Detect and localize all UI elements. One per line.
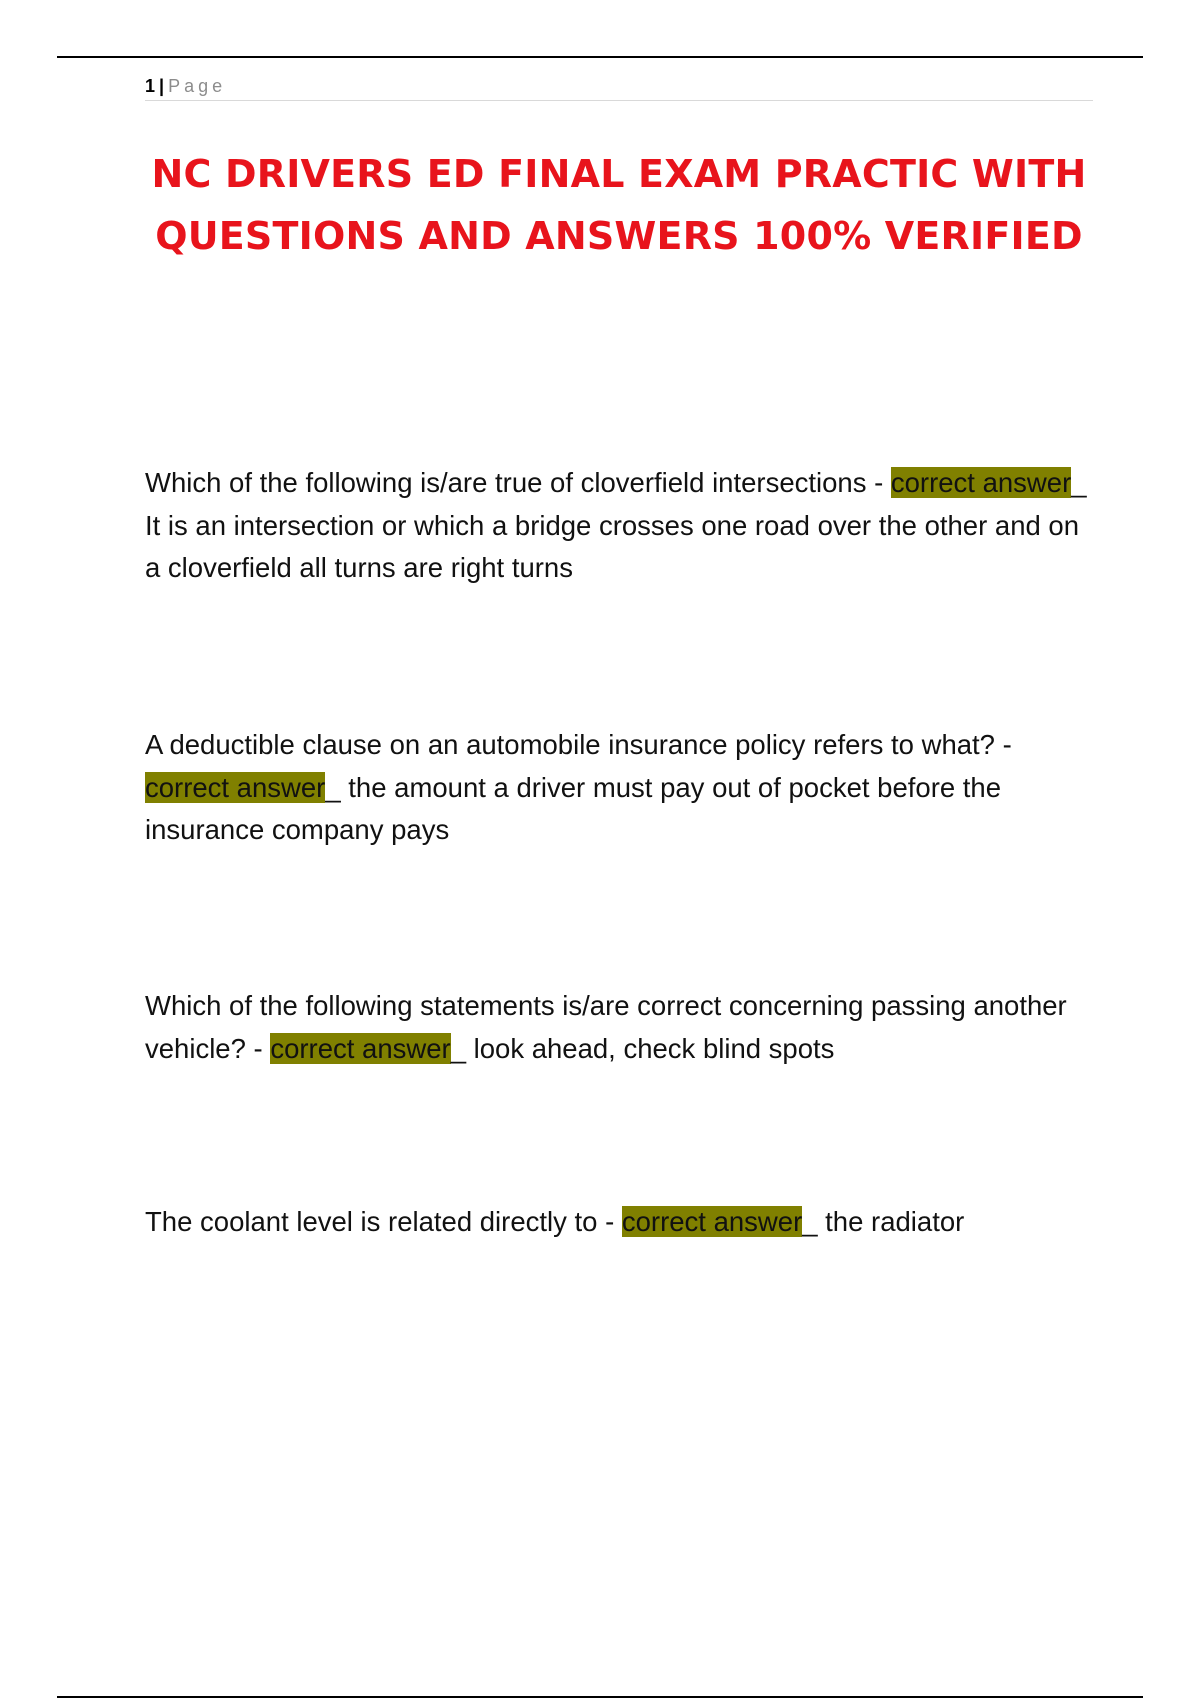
answer-text: _ the amount a driver must pay out of pocket before the insurance company pays [145,771,1002,845]
page-word: Page [168,76,227,96]
answer-text: _ It is an intersection or which a bridge crosses one road over the other and on a cloverfield all turns are right turns [145,467,1087,583]
document-title: NC DRIVERS ED FINAL EXAM PRACTIC WITH QUESTIONS AND ANSWERS 100% VERIFIED [151,152,1087,258]
answer-label-highlight: correct answer [270,1032,451,1064]
qa-item-3 [145,985,1093,1070]
page-header [145,74,1093,101]
qa-item-1 [145,462,1093,590]
bottom-border-line [57,1696,1143,1698]
qa-item-4 [145,1201,1093,1244]
qa-item-2 [145,724,1093,852]
answer-label-highlight: correct answer [621,1206,803,1237]
question-text: Which of the following statements is/are correct concerning passing another vehicle? - [145,990,1067,1064]
page-separator: | [159,76,165,96]
page-number: 1 [145,76,156,96]
question-text: The coolant level is related directly to - [145,1206,622,1237]
answer-label-highlight: correct answer [145,771,326,803]
answer-text: _ look ahead, check blind spots [450,1032,835,1064]
answer-text: _ the radiator [802,1206,965,1237]
question-text: A deductible clause on an automobile insurance policy refers to what? - [145,729,1012,760]
top-border-line [57,56,1143,58]
answer-label-highlight: correct answer [890,467,1072,498]
question-text: Which of the following is/are true of cloverfield intersections - [145,467,891,498]
